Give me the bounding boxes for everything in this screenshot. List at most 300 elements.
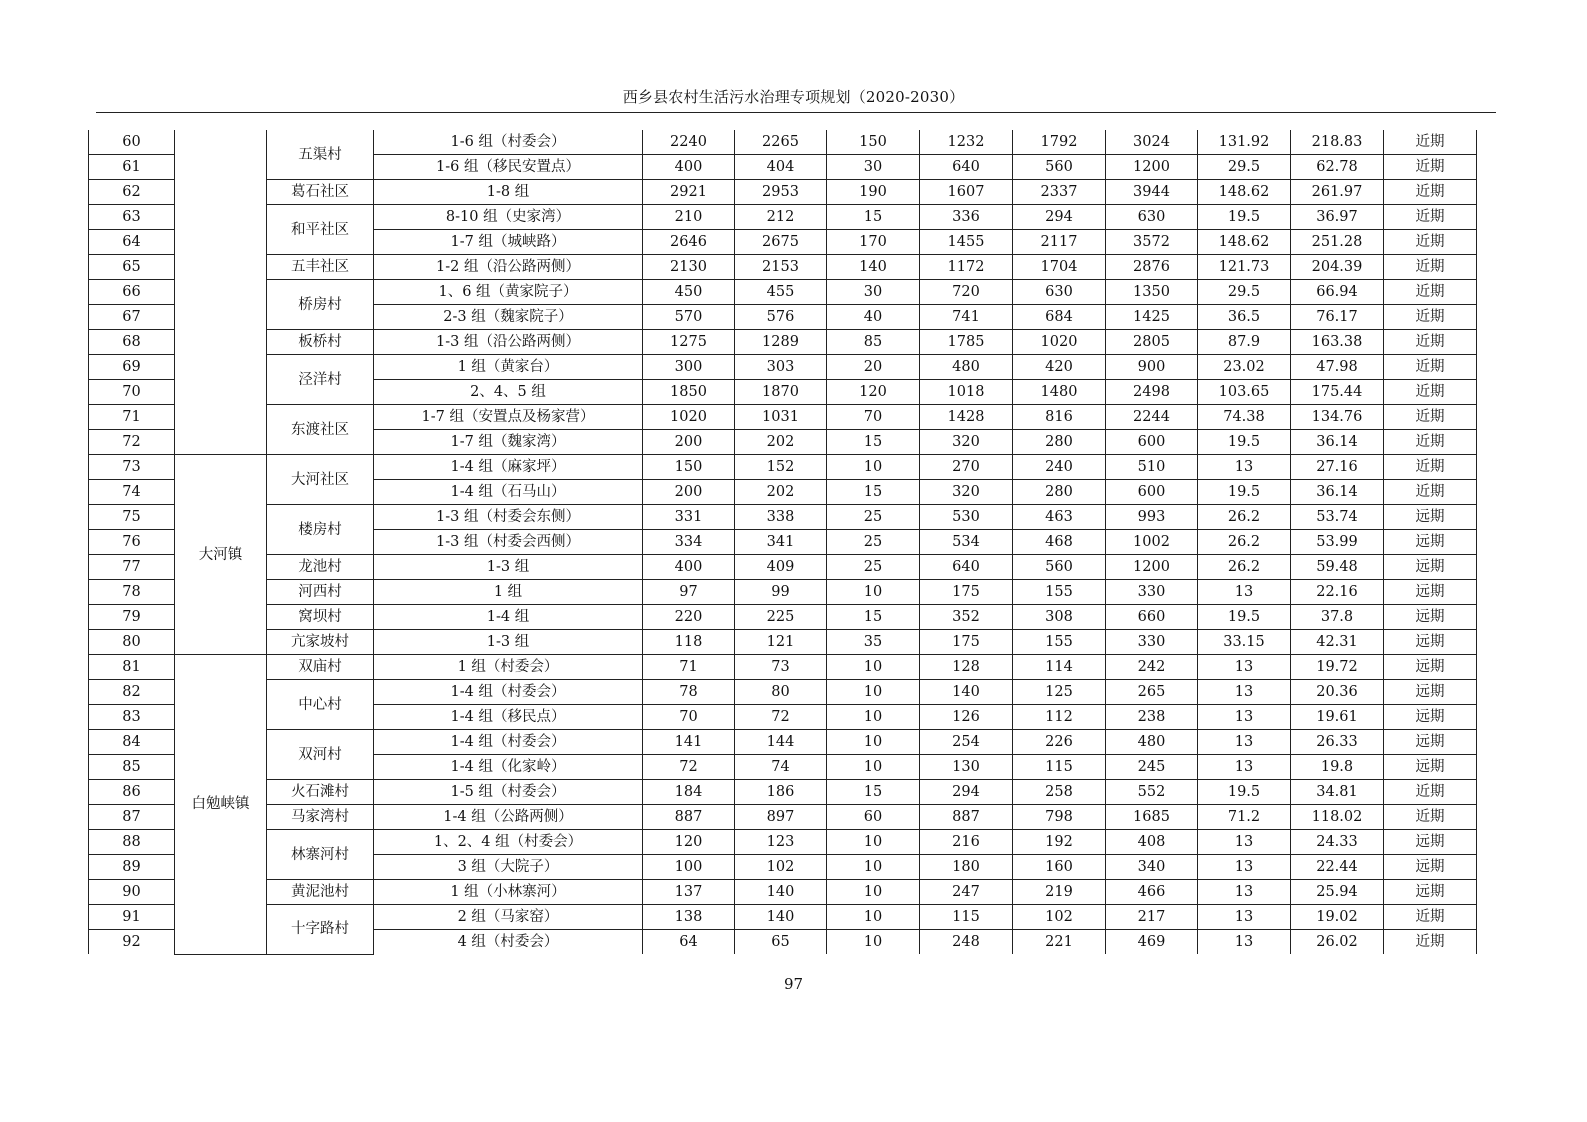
value-cell-3: 15 [827, 605, 920, 630]
value-cell-4: 128 [920, 655, 1013, 680]
value-cell-8: 204.39 [1291, 255, 1384, 280]
row-number-cell: 92 [89, 930, 175, 955]
table-row [89, 780, 1477, 805]
phase-cell: 近期 [1384, 130, 1477, 155]
table-row [89, 330, 1477, 355]
group-cell: 1 组（村委会） [374, 655, 643, 680]
table-row [89, 455, 1477, 480]
value-cell-1: 1850 [643, 380, 735, 405]
value-cell-1: 138 [643, 905, 735, 930]
value-cell-3: 35 [827, 630, 920, 655]
value-cell-1: 137 [643, 880, 735, 905]
table-row [89, 180, 1477, 205]
group-cell: 1-4 组（村委会） [374, 680, 643, 705]
group-cell: 1 组（小林寨河） [374, 880, 643, 905]
row-number-cell: 65 [89, 255, 175, 280]
value-cell-6: 3024 [1106, 130, 1198, 155]
value-cell-4: 1172 [920, 255, 1013, 280]
value-cell-3: 15 [827, 480, 920, 505]
value-cell-8: 26.33 [1291, 730, 1384, 755]
value-cell-6: 900 [1106, 355, 1198, 380]
row-number-cell: 72 [89, 430, 175, 455]
value-cell-5: 226 [1013, 730, 1106, 755]
value-cell-7: 26.2 [1198, 505, 1291, 530]
value-cell-5: 155 [1013, 580, 1106, 605]
row-number-cell: 71 [89, 405, 175, 430]
value-cell-3: 10 [827, 855, 920, 880]
value-cell-5: 630 [1013, 280, 1106, 305]
value-cell-4: 248 [920, 930, 1013, 955]
table-row [89, 280, 1477, 305]
group-cell: 1 组 [374, 580, 643, 605]
value-cell-4: 140 [920, 680, 1013, 705]
village-cell: 河西村 [267, 580, 374, 605]
phase-cell: 近期 [1384, 930, 1477, 955]
row-number-cell: 89 [89, 855, 175, 880]
village-cell: 亢家坡村 [267, 630, 374, 655]
phase-cell: 近期 [1384, 355, 1477, 380]
value-cell-4: 741 [920, 305, 1013, 330]
village-cell: 东渡社区 [267, 405, 374, 455]
value-cell-1: 2646 [643, 230, 735, 255]
phase-cell: 远期 [1384, 830, 1477, 855]
value-cell-1: 70 [643, 705, 735, 730]
value-cell-8: 59.48 [1291, 555, 1384, 580]
value-cell-5: 114 [1013, 655, 1106, 680]
value-cell-5: 1792 [1013, 130, 1106, 155]
value-cell-7: 13 [1198, 830, 1291, 855]
table-row [89, 730, 1477, 755]
phase-cell: 近期 [1384, 205, 1477, 230]
value-cell-8: 26.02 [1291, 930, 1384, 955]
value-cell-3: 60 [827, 805, 920, 830]
village-cell: 泾洋村 [267, 355, 374, 405]
value-cell-6: 340 [1106, 855, 1198, 880]
value-cell-5: 560 [1013, 155, 1106, 180]
value-cell-4: 352 [920, 605, 1013, 630]
value-cell-6: 2805 [1106, 330, 1198, 355]
value-cell-3: 10 [827, 655, 920, 680]
value-cell-5: 1704 [1013, 255, 1106, 280]
value-cell-1: 2130 [643, 255, 735, 280]
value-cell-8: 20.36 [1291, 680, 1384, 705]
phase-cell: 远期 [1384, 505, 1477, 530]
village-cell: 桥房村 [267, 280, 374, 330]
table-row [89, 555, 1477, 580]
value-cell-5: 155 [1013, 630, 1106, 655]
page-header-title: 西乡县农村生活污水治理专项规划（2020-2030） [622, 88, 965, 106]
value-cell-2: 121 [735, 630, 827, 655]
row-number-cell: 79 [89, 605, 175, 630]
value-cell-3: 85 [827, 330, 920, 355]
village-cell: 五渠村 [267, 130, 374, 180]
value-cell-7: 13 [1198, 455, 1291, 480]
village-cell: 双河村 [267, 730, 374, 780]
value-cell-4: 1455 [920, 230, 1013, 255]
value-cell-3: 30 [827, 280, 920, 305]
value-cell-1: 150 [643, 455, 735, 480]
value-cell-3: 10 [827, 905, 920, 930]
value-cell-6: 630 [1106, 205, 1198, 230]
town-cell: 大河镇 [175, 455, 267, 655]
value-cell-8: 27.16 [1291, 455, 1384, 480]
value-cell-5: 115 [1013, 755, 1106, 780]
village-cell: 马家湾村 [267, 805, 374, 830]
value-cell-8: 218.83 [1291, 130, 1384, 155]
row-number-cell: 67 [89, 305, 175, 330]
value-cell-8: 47.98 [1291, 355, 1384, 380]
value-cell-5: 308 [1013, 605, 1106, 630]
value-cell-4: 480 [920, 355, 1013, 380]
value-cell-7: 19.5 [1198, 605, 1291, 630]
value-cell-5: 1480 [1013, 380, 1106, 405]
value-cell-1: 72 [643, 755, 735, 780]
row-number-cell: 61 [89, 155, 175, 180]
value-cell-5: 112 [1013, 705, 1106, 730]
row-number-cell: 76 [89, 530, 175, 555]
value-cell-8: 42.31 [1291, 630, 1384, 655]
value-cell-2: 225 [735, 605, 827, 630]
value-cell-2: 202 [735, 430, 827, 455]
group-cell: 1-3 组 [374, 555, 643, 580]
value-cell-2: 140 [735, 905, 827, 930]
value-cell-7: 13 [1198, 855, 1291, 880]
group-cell: 4 组（村委会） [374, 930, 643, 955]
value-cell-2: 74 [735, 755, 827, 780]
value-cell-7: 13 [1198, 705, 1291, 730]
value-cell-2: 212 [735, 205, 827, 230]
value-cell-2: 303 [735, 355, 827, 380]
value-cell-1: 400 [643, 555, 735, 580]
value-cell-1: 300 [643, 355, 735, 380]
value-cell-3: 10 [827, 680, 920, 705]
value-cell-8: 62.78 [1291, 155, 1384, 180]
value-cell-6: 238 [1106, 705, 1198, 730]
value-cell-6: 1685 [1106, 805, 1198, 830]
phase-cell: 远期 [1384, 655, 1477, 680]
value-cell-1: 71 [643, 655, 735, 680]
value-cell-7: 148.62 [1198, 180, 1291, 205]
value-cell-4: 1607 [920, 180, 1013, 205]
row-number-cell: 73 [89, 455, 175, 480]
group-cell: 1-5 组（村委会） [374, 780, 643, 805]
phase-cell: 远期 [1384, 555, 1477, 580]
value-cell-2: 80 [735, 680, 827, 705]
value-cell-2: 186 [735, 780, 827, 805]
value-cell-5: 468 [1013, 530, 1106, 555]
village-cell: 黄泥池村 [267, 880, 374, 905]
value-cell-3: 40 [827, 305, 920, 330]
value-cell-4: 320 [920, 430, 1013, 455]
value-cell-6: 469 [1106, 930, 1198, 955]
group-cell: 1-4 组（石马山） [374, 480, 643, 505]
village-cell: 板桥村 [267, 330, 374, 355]
value-cell-4: 254 [920, 730, 1013, 755]
value-cell-7: 131.92 [1198, 130, 1291, 155]
value-cell-2: 152 [735, 455, 827, 480]
value-cell-2: 123 [735, 830, 827, 855]
value-cell-2: 99 [735, 580, 827, 605]
value-cell-8: 22.44 [1291, 855, 1384, 880]
phase-cell: 近期 [1384, 455, 1477, 480]
value-cell-7: 148.62 [1198, 230, 1291, 255]
village-cell: 和平社区 [267, 205, 374, 255]
value-cell-3: 10 [827, 455, 920, 480]
value-cell-8: 118.02 [1291, 805, 1384, 830]
value-cell-1: 331 [643, 505, 735, 530]
group-cell: 1、2、4 组（村委会） [374, 830, 643, 855]
row-number-cell: 81 [89, 655, 175, 680]
value-cell-8: 66.94 [1291, 280, 1384, 305]
value-cell-6: 2244 [1106, 405, 1198, 430]
value-cell-8: 25.94 [1291, 880, 1384, 905]
value-cell-2: 338 [735, 505, 827, 530]
village-cell: 林寨河村 [267, 830, 374, 880]
row-number-cell: 84 [89, 730, 175, 755]
value-cell-5: 258 [1013, 780, 1106, 805]
value-cell-7: 19.5 [1198, 780, 1291, 805]
phase-cell: 远期 [1384, 705, 1477, 730]
value-cell-6: 2498 [1106, 380, 1198, 405]
value-cell-7: 13 [1198, 930, 1291, 955]
phase-cell: 近期 [1384, 480, 1477, 505]
row-number-cell: 87 [89, 805, 175, 830]
value-cell-7: 13 [1198, 680, 1291, 705]
value-cell-8: 19.72 [1291, 655, 1384, 680]
village-cell: 龙池村 [267, 555, 374, 580]
row-number-cell: 68 [89, 330, 175, 355]
phase-cell: 近期 [1384, 805, 1477, 830]
value-cell-3: 10 [827, 705, 920, 730]
group-cell: 1-3 组（村委会东侧） [374, 505, 643, 530]
value-cell-3: 70 [827, 405, 920, 430]
value-cell-4: 247 [920, 880, 1013, 905]
value-cell-2: 2265 [735, 130, 827, 155]
value-cell-5: 280 [1013, 480, 1106, 505]
value-cell-7: 19.5 [1198, 480, 1291, 505]
table-row [89, 130, 1477, 155]
group-cell: 3 组（大院子） [374, 855, 643, 880]
value-cell-8: 175.44 [1291, 380, 1384, 405]
value-cell-3: 30 [827, 155, 920, 180]
value-cell-2: 576 [735, 305, 827, 330]
value-cell-2: 72 [735, 705, 827, 730]
value-cell-1: 450 [643, 280, 735, 305]
value-cell-4: 180 [920, 855, 1013, 880]
value-cell-3: 140 [827, 255, 920, 280]
value-cell-6: 265 [1106, 680, 1198, 705]
table-row [89, 405, 1477, 430]
value-cell-1: 141 [643, 730, 735, 755]
row-number-cell: 66 [89, 280, 175, 305]
value-cell-6: 245 [1106, 755, 1198, 780]
value-cell-2: 404 [735, 155, 827, 180]
table-row [89, 880, 1477, 905]
value-cell-5: 684 [1013, 305, 1106, 330]
value-cell-8: 53.99 [1291, 530, 1384, 555]
value-cell-7: 19.5 [1198, 430, 1291, 455]
value-cell-8: 251.28 [1291, 230, 1384, 255]
group-cell: 1-4 组（公路两侧） [374, 805, 643, 830]
group-cell: 2-3 组（魏家院子） [374, 305, 643, 330]
table-row [89, 205, 1477, 230]
value-cell-7: 23.02 [1198, 355, 1291, 380]
value-cell-6: 1425 [1106, 305, 1198, 330]
value-cell-8: 76.17 [1291, 305, 1384, 330]
value-cell-6: 1002 [1106, 530, 1198, 555]
value-cell-7: 13 [1198, 880, 1291, 905]
value-cell-7: 26.2 [1198, 555, 1291, 580]
value-cell-7: 87.9 [1198, 330, 1291, 355]
table-row [89, 505, 1477, 530]
table-row [89, 580, 1477, 605]
value-cell-4: 175 [920, 580, 1013, 605]
value-cell-4: 270 [920, 455, 1013, 480]
group-cell: 1-2 组（沿公路两侧） [374, 255, 643, 280]
value-cell-5: 160 [1013, 855, 1106, 880]
value-cell-3: 25 [827, 530, 920, 555]
row-number-cell: 70 [89, 380, 175, 405]
value-cell-5: 280 [1013, 430, 1106, 455]
group-cell: 1-3 组 [374, 630, 643, 655]
value-cell-2: 2953 [735, 180, 827, 205]
value-cell-7: 103.65 [1198, 380, 1291, 405]
row-number-cell: 64 [89, 230, 175, 255]
village-cell: 葛石社区 [267, 180, 374, 205]
value-cell-3: 10 [827, 730, 920, 755]
page-number: 97 [783, 975, 804, 993]
group-cell: 1-7 组（城峡路） [374, 230, 643, 255]
value-cell-1: 334 [643, 530, 735, 555]
value-cell-2: 897 [735, 805, 827, 830]
value-cell-1: 2921 [643, 180, 735, 205]
value-cell-1: 887 [643, 805, 735, 830]
value-cell-1: 400 [643, 155, 735, 180]
value-cell-4: 115 [920, 905, 1013, 930]
value-cell-8: 53.74 [1291, 505, 1384, 530]
value-cell-4: 720 [920, 280, 1013, 305]
group-cell: 1-4 组 [374, 605, 643, 630]
value-cell-4: 1232 [920, 130, 1013, 155]
village-cell: 楼房村 [267, 505, 374, 555]
value-cell-7: 33.15 [1198, 630, 1291, 655]
value-cell-7: 13 [1198, 730, 1291, 755]
value-cell-1: 118 [643, 630, 735, 655]
value-cell-8: 24.33 [1291, 830, 1384, 855]
value-cell-5: 221 [1013, 930, 1106, 955]
value-cell-5: 294 [1013, 205, 1106, 230]
value-cell-7: 71.2 [1198, 805, 1291, 830]
value-cell-4: 534 [920, 530, 1013, 555]
value-cell-4: 320 [920, 480, 1013, 505]
phase-cell: 近期 [1384, 280, 1477, 305]
value-cell-6: 330 [1106, 630, 1198, 655]
row-number-cell: 82 [89, 680, 175, 705]
phase-cell: 近期 [1384, 405, 1477, 430]
value-cell-7: 13 [1198, 755, 1291, 780]
value-cell-8: 36.14 [1291, 480, 1384, 505]
phase-cell: 近期 [1384, 905, 1477, 930]
phase-cell: 近期 [1384, 305, 1477, 330]
group-cell: 1-4 组（移民点） [374, 705, 643, 730]
value-cell-4: 175 [920, 630, 1013, 655]
table-row [89, 255, 1477, 280]
value-cell-6: 466 [1106, 880, 1198, 905]
value-cell-2: 1289 [735, 330, 827, 355]
phase-cell: 近期 [1384, 430, 1477, 455]
value-cell-6: 3944 [1106, 180, 1198, 205]
value-cell-4: 887 [920, 805, 1013, 830]
phase-cell: 近期 [1384, 180, 1477, 205]
value-cell-5: 1020 [1013, 330, 1106, 355]
group-cell: 1-3 组（沿公路两侧） [374, 330, 643, 355]
value-cell-5: 2117 [1013, 230, 1106, 255]
value-cell-6: 217 [1106, 905, 1198, 930]
row-number-cell: 75 [89, 505, 175, 530]
value-cell-4: 1428 [920, 405, 1013, 430]
value-cell-1: 1275 [643, 330, 735, 355]
value-cell-2: 140 [735, 880, 827, 905]
phase-cell: 远期 [1384, 730, 1477, 755]
row-number-cell: 69 [89, 355, 175, 380]
value-cell-7: 26.2 [1198, 530, 1291, 555]
value-cell-8: 261.97 [1291, 180, 1384, 205]
group-cell: 1-4 组（麻家坪） [374, 455, 643, 480]
value-cell-3: 170 [827, 230, 920, 255]
value-cell-3: 120 [827, 380, 920, 405]
row-number-cell: 91 [89, 905, 175, 930]
table-row [89, 605, 1477, 630]
group-cell: 1-8 组 [374, 180, 643, 205]
phase-cell: 远期 [1384, 605, 1477, 630]
phase-cell: 远期 [1384, 530, 1477, 555]
value-cell-6: 3572 [1106, 230, 1198, 255]
value-cell-4: 216 [920, 830, 1013, 855]
value-cell-4: 130 [920, 755, 1013, 780]
value-cell-6: 660 [1106, 605, 1198, 630]
value-cell-5: 240 [1013, 455, 1106, 480]
value-cell-3: 10 [827, 830, 920, 855]
value-cell-1: 2240 [643, 130, 735, 155]
value-cell-7: 13 [1198, 905, 1291, 930]
value-cell-2: 455 [735, 280, 827, 305]
group-cell: 2 组（马家窑） [374, 905, 643, 930]
value-cell-8: 36.14 [1291, 430, 1384, 455]
value-cell-1: 210 [643, 205, 735, 230]
value-cell-7: 13 [1198, 655, 1291, 680]
town-cell: 白勉峡镇 [175, 655, 267, 955]
header-divider [96, 112, 1496, 113]
value-cell-4: 294 [920, 780, 1013, 805]
row-number-cell: 74 [89, 480, 175, 505]
group-cell: 1-3 组（村委会西侧） [374, 530, 643, 555]
phase-cell: 远期 [1384, 755, 1477, 780]
row-number-cell: 86 [89, 780, 175, 805]
group-cell: 1 组（黄家台） [374, 355, 643, 380]
value-cell-3: 20 [827, 355, 920, 380]
value-cell-8: 19.02 [1291, 905, 1384, 930]
value-cell-2: 102 [735, 855, 827, 880]
value-cell-6: 242 [1106, 655, 1198, 680]
value-cell-4: 1018 [920, 380, 1013, 405]
village-sewage-table [88, 130, 1477, 955]
value-cell-8: 36.97 [1291, 205, 1384, 230]
value-cell-1: 220 [643, 605, 735, 630]
value-cell-4: 1785 [920, 330, 1013, 355]
table-row [89, 355, 1477, 380]
phase-cell: 远期 [1384, 855, 1477, 880]
value-cell-6: 510 [1106, 455, 1198, 480]
